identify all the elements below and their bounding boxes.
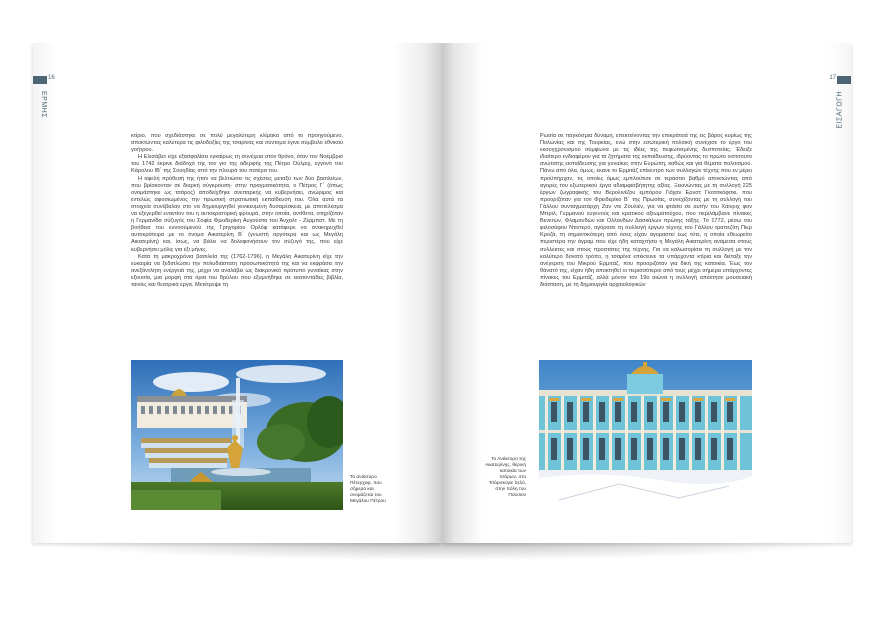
left-running-head: ΕΡΜΗΣ — [40, 91, 47, 119]
left-photo-caption: Το ανάκτορο Πέτερχοφ, που σήμερα και ονομάζεται του Μεγάλου Πέτρου — [350, 475, 386, 504]
left-page-number: 16 — [48, 75, 55, 81]
right-paragraph: Ρωσία σε παγκόσμια δύναμη, επεκτείνοντας την επικράτειά της εις βάρος κυρίως της Πολωνίας και της Τουρκίας, ενώ στην εσωτερική πολιτική συνέχισε το έργο του εκσυγχρονισμού σύμφωνα με τις ιδέες της πεφωτισμένης δεσποτείας. Έδειξε ιδιαίτερο ενδιαφέρον για τα ζητήματα της εκπαίδευσης, ιδρύοντας το πρώτο ινστιτούτο ανώτατης εκπαίδευσης για γυναίκες στην Ευρώπη, καθώς και για θέματα πολιτισμού. Πάνω από όλα, όμως, έκανε το Ερμιτάζ επίκεντρο των συλλογών τέχνης που εν μέρει προϋπήρχαν, τις οποίες όμως εμπλούτισε σε τεράστιο βαθμό αποκτώντας από αγορές του εξωτερικού έργα αδιαμφισβήτητης αξίας. Ξεκινώντας με τη συλλογή 225 έργων ζωγραφικής του Βερολινέζου εμπόρου Γιόχαν Ερνστ Γκοτσκόφσκι, που προορίζόταν για τον Φρειδερίκο Β΄ της Πρωσίας, συνεχίζοντας με τη συλλογή του Γάλλου συνταγματάρχη Ζαν ντε Ζουλιέν, για να φτάσει σε αυτήν του Χάινριχ φον Μπριλ, Γερμανού ευγενούς και κρατικού αξιωματούχου, που περιλάμβανε πίνακες Βενετών, Φλαμανδών και Ολλανδών Δασκάλων πρώτης τάξης. Το 1772, μέσω του φιλοσόφου Ντιντερό, αγόρασε τη συλλογή έργων τέχνης του Γάλλου τραπεζίτη Πιερ Κροζά, τη σημαντικότερη από όσες είχαν αγοραστεί έως τότε, η οποία εθεωρείτο περιστέρα την άγραμ που είχε ήδη καταχτήσει η Μεγάλη Αικατερίνη ανάμεσα στους συλλέκτες και στους προστάτες της τέχνης. Για να καλωσορίσει τη συλλογή με τον καλύτερο δυνατό τρόπο, η τσαρίνα επέκτεινε τα υπάρχοντα κτίρια και διέταξε την ανέγερση του Μικρού Ερμιτάζ, που προοριζόταν για δική της κατοικία. Έως τον θάνατό της, είχαν ήδη αποκτηθεί οι περισσότεροι από τους μέχρι σήμερα υπάρχοντες πίνακες του Ερμιτάζ, αλλά μόνον τον 19ο αιώνα η συλλογή απέκτησε μουσειακή διάσταση, με τη δημιουργία αρχαιολογικών — [540, 133, 752, 288]
left-header-bar — [33, 76, 47, 84]
left-paragraph: Η αφελή πρόθεσή της ήταν να βελτιώσει τις σχέσεις μεταξύ των δύο βασιλείων, που βρίσκονταν σε διαρκή σύγκρουση· στην πραγματικότητα, ο Πέτρος Γ΄ (όπως ονομάστηκε ως τσάρος) αποδείχθηκε ανεπαρκής να κυβερνήσει, ανώριμος και εντελώς αφοσιωμένος την πρωσική στρατιωτική εκπαίδευσή του. Όλα αυτά τα στοιχεία συνέβαλαν στο να δημιουργηθεί γενικευμένη δυσαρέσκεια, με αποτέλεσμα να εξεγερθεί εναντίον του η αυτοκρατορική φρουρά, στην οποία, αντίθετα, στηρίζόταν η Γερμανίδα σύζυγός του Σοφία Φρειδερίκη Αυγούστα του Άνχαλτ - Ζέρμπστ. Με τη βοήθεια του ευνοούμενού της Γρηγορίου Ορλόφ κατάφερε να ανακηρυχθεί αυτοκράτειρα με το όνομα Αικατερίνη Β΄ (γνωστή αργότερα και ως Μεγάλη Αικατερίνη) και, ίσως, να βάλει να δολοφονήσουν τον σύζυγό της, που είχε κυβερνήσει μόλις για έξι μήνες. — [131, 175, 343, 253]
right-header-bar — [837, 76, 851, 84]
right-page-number: 17 — [829, 75, 836, 81]
right-photo-caption: Το Ανάκτορο της Αικατερίνης, θερινή κατοικία των τσάρων, στο Τσάρσκογιε Σελό, στην πόλη του Πούσκιν — [485, 457, 526, 498]
right-running-head: ΕΙΣΑΓΩΓΗ — [837, 91, 844, 129]
right-page — [442, 43, 851, 543]
left-paragraph: Κατά τη μακροχρόνια βασιλεία της (1762-1796), η Μεγάλη Αικατερίνη είχε την ευκαιρία να ξεδιπλώσει την πολυδιάστατη προσωπικότητά της και να εκφράσει την ανεξάντλητη ενέργειά της, μέχρι να αναλάβει ως διακρονικό πρότυπο γυναίκας στην εξουσία, μια μορφή στα όρια του θρύλου που εξυμνήθηκε σε εκατοντάδες βιβλία, ταινίες και θεατρικά έργα. Μετέτρεψε τη — [131, 253, 343, 288]
catherine-palace-photo — [539, 360, 752, 510]
left-text-column — [131, 133, 343, 289]
left-page — [33, 43, 442, 543]
left-paragraph: Η Ελισάβετ είχε εξασφαλίσει εγκαίρως τη συνέχεια στον θρόνο, όταν τον Νοέμβριο του 1742 έκρινε διάδοχό της τον γιο της αδερφής της Πέτρο Ούλριχ, εγγονό του Κάρολου ΙΒ΄ της Σουηδίας από την πλευρά του πατέρα του. — [131, 154, 343, 175]
right-text-column — [540, 133, 752, 289]
left-paragraph: κτίριο, που σχεδιάστηκε σε πολύ μεγαλύτερη κλίμακα από το προηγούμενο, αποκτώντας καλύτερα τις φιλοδοξίες της τσαρίνας και σύντομα έγινε σύμβολο εθνικού γοήτρου. — [131, 133, 343, 154]
peterhof-photo — [131, 360, 343, 510]
